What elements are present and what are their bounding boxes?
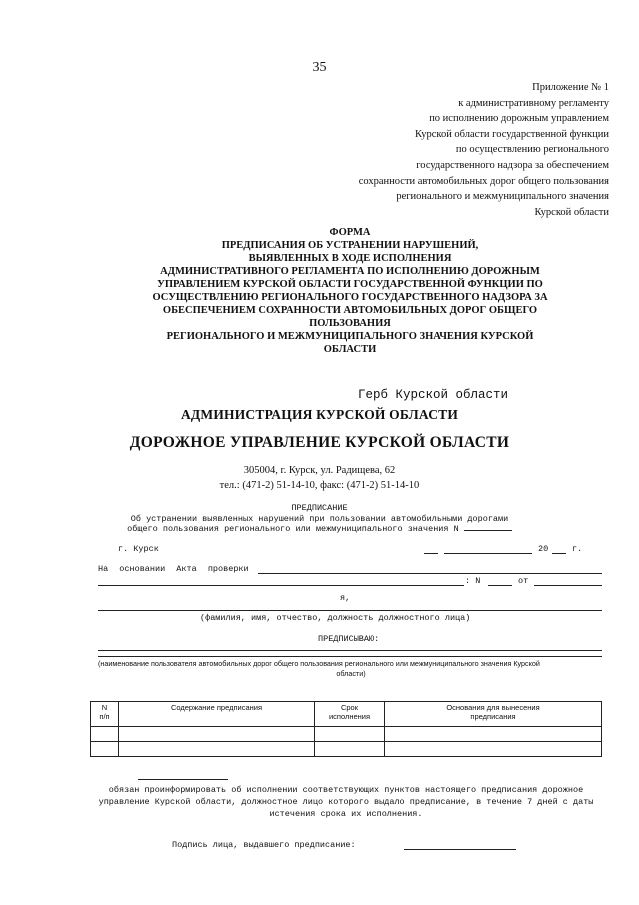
form-title-line: УПРАВЛЕНИЕМ КУРСКОЙ ОБЛАСТИ ГОСУДАРСТВЕННОЙ ФУНКЦИИ ПО <box>157 279 543 290</box>
order-subtitle <box>0 524 639 535</box>
form-title-line: АДМИНИСТРАТИВНОГО РЕГЛАМЕНТА ПО ИСПОЛНЕНИЮ ДОРОЖНЫМ <box>160 266 540 277</box>
prescriptions-table <box>90 701 602 757</box>
prescribe-label: ПРЕДПИСЫВАЮ: <box>318 634 380 644</box>
form-title-line: ОБЕСПЕЧЕНИЕМ СОХРАННОСТИ АВТОМОБИЛЬНЫХ ДОРОГ ОБЩЕГО <box>162 305 538 316</box>
closing-line: обязан проинформировать об исполнении соответствующих пунктов настоящего предписания дорожное <box>108 785 584 795</box>
date-day-field[interactable] <box>424 553 438 554</box>
form-title-line: ОСУЩЕСТВЛЕНИЮ РЕГИОНАЛЬНОГО ГОСУДАРСТВЕННОГО НАДЗОРА ЗА <box>152 292 548 303</box>
act-number-field[interactable] <box>488 585 512 586</box>
official-name-field[interactable] <box>98 610 602 611</box>
basis-field[interactable] <box>258 573 602 574</box>
table-cell[interactable] <box>119 727 315 742</box>
page-number: 35 <box>312 60 327 75</box>
table-cell[interactable] <box>385 727 602 742</box>
recipient-field[interactable] <box>138 779 228 780</box>
order-city: г. Курск <box>118 544 159 554</box>
date-year-suffix: г. <box>572 544 583 554</box>
table-cell[interactable] <box>315 742 385 757</box>
form-title-line: ФОРМА <box>329 227 371 238</box>
act-date-label: от <box>518 576 529 586</box>
date-year-prefix: 20 <box>538 544 549 554</box>
table-row <box>91 742 602 757</box>
closing-line: управление Курской области, должностное лицо которого выдало предписание, в течение 7 дней с даты <box>98 797 594 807</box>
table-cell[interactable] <box>91 742 119 757</box>
closing-line: истечения срока их исполнения. <box>269 809 423 819</box>
signature-label: Подпись лица, выдавшего предписание: <box>172 840 356 850</box>
i-label: я, <box>340 593 351 603</box>
form-title-line: РЕГИОНАЛЬНОГО И МЕЖМУНИЦИПАЛЬНОГО ЗНАЧЕНИЯ КУРСКОЙ <box>166 331 534 342</box>
organization-department: ДОРОЖНОЕ УПРАВЛЕНИЕ КУРСКОЙ ОБЛАСТИ <box>129 434 510 451</box>
col-deadline: Срок исполнения <box>315 702 385 727</box>
official-caption: (фамилия, имя, отчество, должность должностного лица) <box>200 613 471 623</box>
act-number-label: : N <box>465 576 481 586</box>
table-row <box>91 727 602 742</box>
col-number: N п/п <box>91 702 119 727</box>
date-year-field[interactable] <box>552 553 566 554</box>
table-cell[interactable] <box>91 727 119 742</box>
user-name-field[interactable] <box>98 650 602 651</box>
organization-admin: АДМИНИСТРАЦИЯ КУРСКОЙ ОБЛАСТИ <box>180 407 459 422</box>
appendix-line: Приложение № 1 <box>532 82 609 93</box>
appendix-line: по исполнению дорожным управлением <box>429 113 609 125</box>
table-cell[interactable] <box>385 742 602 757</box>
order-subtitle: Об устранении выявленных нарушений при пользовании автомобильными дорогами <box>130 513 509 524</box>
form-title-line: ПРЕДПИСАНИЯ ОБ УСТРАНЕНИИ НАРУШЕНИЙ, <box>221 240 479 251</box>
order-number-field[interactable] <box>464 530 512 531</box>
appendix-line: Курской области государственной функции <box>415 128 609 140</box>
appendix-line: сохранности автомобильных дорог общего пользования <box>358 175 609 187</box>
organization-phones: тел.: (471-2) 51-14-10, факс: (471-2) 51-14-10 <box>219 480 420 491</box>
form-title-line: ПОЛЬЗОВАНИЯ <box>309 318 391 329</box>
user-caption-line: (наименование пользователя автомобильных дорог общего пользования регионального или межмуниципального значения Курской <box>98 659 540 668</box>
basis-label: На основании Акта проверки <box>98 564 249 574</box>
appendix-line: к административному регламенту <box>458 97 609 109</box>
col-grounds: Основания для вынесения предписания <box>385 702 602 727</box>
organization-contacts <box>0 463 639 493</box>
act-date-field[interactable] <box>534 585 602 586</box>
order-heading: ПРЕДПИСАНИЕ <box>291 503 348 513</box>
appendix-line: Курской области <box>534 206 609 218</box>
basis-field-continued[interactable] <box>98 585 464 586</box>
appendix-line: регионального и межмуниципального значения <box>396 191 609 203</box>
appendix-line: государственного надзора за обеспечением <box>416 159 609 171</box>
order-heading-block <box>0 503 639 535</box>
signature-field[interactable] <box>404 849 516 850</box>
col-content: Содержание предписания <box>119 702 315 727</box>
user-name-field-continued[interactable] <box>98 656 602 657</box>
organization-address: 305004, г. Курск, ул. Радищева, 62 <box>243 465 396 476</box>
form-title-line: ОБЛАСТИ <box>323 344 377 355</box>
form-title <box>100 226 600 356</box>
table-header-row <box>91 702 602 727</box>
user-caption <box>98 659 604 679</box>
coat-of-arms-caption: Герб Курской области <box>358 388 509 402</box>
order-subtitle-text: общего пользования регионального или межмуниципального значения N <box>127 524 459 534</box>
table-cell[interactable] <box>119 742 315 757</box>
table-cell[interactable] <box>315 727 385 742</box>
appendix-block <box>359 80 609 220</box>
form-title-line: ВЫЯВЛЕННЫХ В ХОДЕ ИСПОЛНЕНИЯ <box>248 253 452 264</box>
date-month-field[interactable] <box>444 553 532 554</box>
closing-paragraph <box>90 784 602 820</box>
user-caption-line: области) <box>336 669 366 678</box>
appendix-line: по осуществлению регионального <box>455 144 609 156</box>
